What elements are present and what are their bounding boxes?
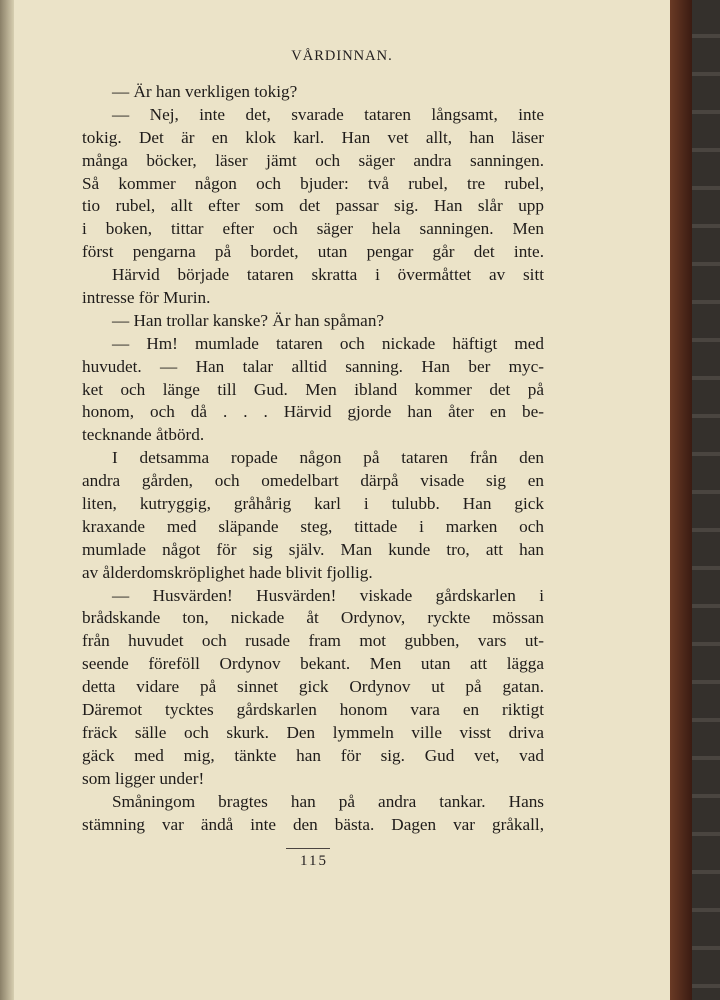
text-line: Härvid började tataren skratta i övermåttet av sitt bbox=[112, 265, 544, 285]
text-line: seende föreföll Ordynov bekant. Men utan att lägga bbox=[82, 654, 544, 674]
running-header: VÅRDINNAN. bbox=[291, 48, 393, 64]
text-line: detta vidare på sinnet gick Ordynov ut på gatan. bbox=[82, 677, 544, 697]
text-line: av ålderdomskröplighet hade blivit fjollig. bbox=[82, 562, 373, 582]
text-line: tecknande åtbörd. bbox=[82, 425, 205, 445]
book-cover-edge bbox=[670, 0, 692, 1000]
background-surface bbox=[692, 0, 720, 1000]
text-line: brådskande ton, nickade åt Ordynov, ryckte mössan bbox=[82, 608, 544, 628]
text-line: gäck med mig, tänkte han för sig. Gud vet, vad bbox=[82, 745, 544, 765]
text-line: — Är han verkligen tokig? bbox=[112, 82, 298, 101]
text-line: honom, och då . . . Härvid gjorde han åter en be- bbox=[82, 402, 544, 422]
text-line: — Han trollar kanske? Är han spåman? bbox=[112, 310, 385, 330]
text-line: — Husvärden! Husvärden! viskade gårdskarlen i bbox=[112, 585, 544, 605]
text-line: Däremot tycktes gårdskarlen honom vara en riktigt bbox=[82, 700, 544, 720]
text-line: Så kommer någon och bjuder: två rubel, tre rubel, bbox=[82, 173, 544, 193]
text-line: i boken, tittar efter och säger hela sanningen. Men bbox=[82, 219, 544, 239]
text-line: mumlade något för sig själv. Man kunde tro, att han bbox=[82, 539, 544, 559]
text-line: — Nej, inte det, svarade tataren långsamt, inte bbox=[112, 104, 544, 124]
page-number-rule bbox=[286, 848, 330, 849]
text-line: stämning var ändå inte den bästa. Dagen var gråkall, bbox=[82, 814, 544, 834]
text-line: huvudet. — Han talar alltid sanning. Han ber myc- bbox=[82, 356, 544, 376]
left-page-edge bbox=[0, 0, 14, 1000]
page-number: 115 bbox=[300, 853, 328, 869]
text-line: först pengarna på bordet, utan pengar går det inte. bbox=[82, 242, 544, 262]
text-line: andra gården, och omedelbart därpå visade sig en bbox=[82, 471, 544, 491]
text-line: intresse för Murin. bbox=[82, 288, 211, 308]
text-line: — Hm! mumlade tataren och nickade häftigt med bbox=[112, 333, 544, 353]
text-line: kraxande med släpande steg, tittade i marken och bbox=[82, 516, 544, 536]
text-line: många böcker, läser jämt och säger andra sanningen. bbox=[82, 150, 544, 170]
text-line: tio rubel, allt efter som det passar sig. Han slår upp bbox=[82, 196, 544, 216]
body-text bbox=[82, 81, 544, 836]
text-line: Småningom bragtes han på andra tankar. Hans bbox=[112, 791, 544, 811]
text-line: från huvudet och rusade fram mot gubben, vars ut- bbox=[82, 631, 544, 651]
text-line: fräck sälle och skurk. Den lymmeln ville visst driva bbox=[82, 722, 544, 742]
text-line: tokig. Det är en klok karl. Han vet allt, han läser bbox=[82, 127, 544, 147]
text-line: ket och länge till Gud. Men ibland kommer det på bbox=[82, 379, 544, 399]
text-line: som ligger under! bbox=[82, 768, 205, 788]
text-line: liten, kutryggig, gråhårig karl i tulubb. Han gick bbox=[82, 494, 544, 514]
text-line: I detsamma ropade någon på tataren från den bbox=[112, 448, 544, 468]
